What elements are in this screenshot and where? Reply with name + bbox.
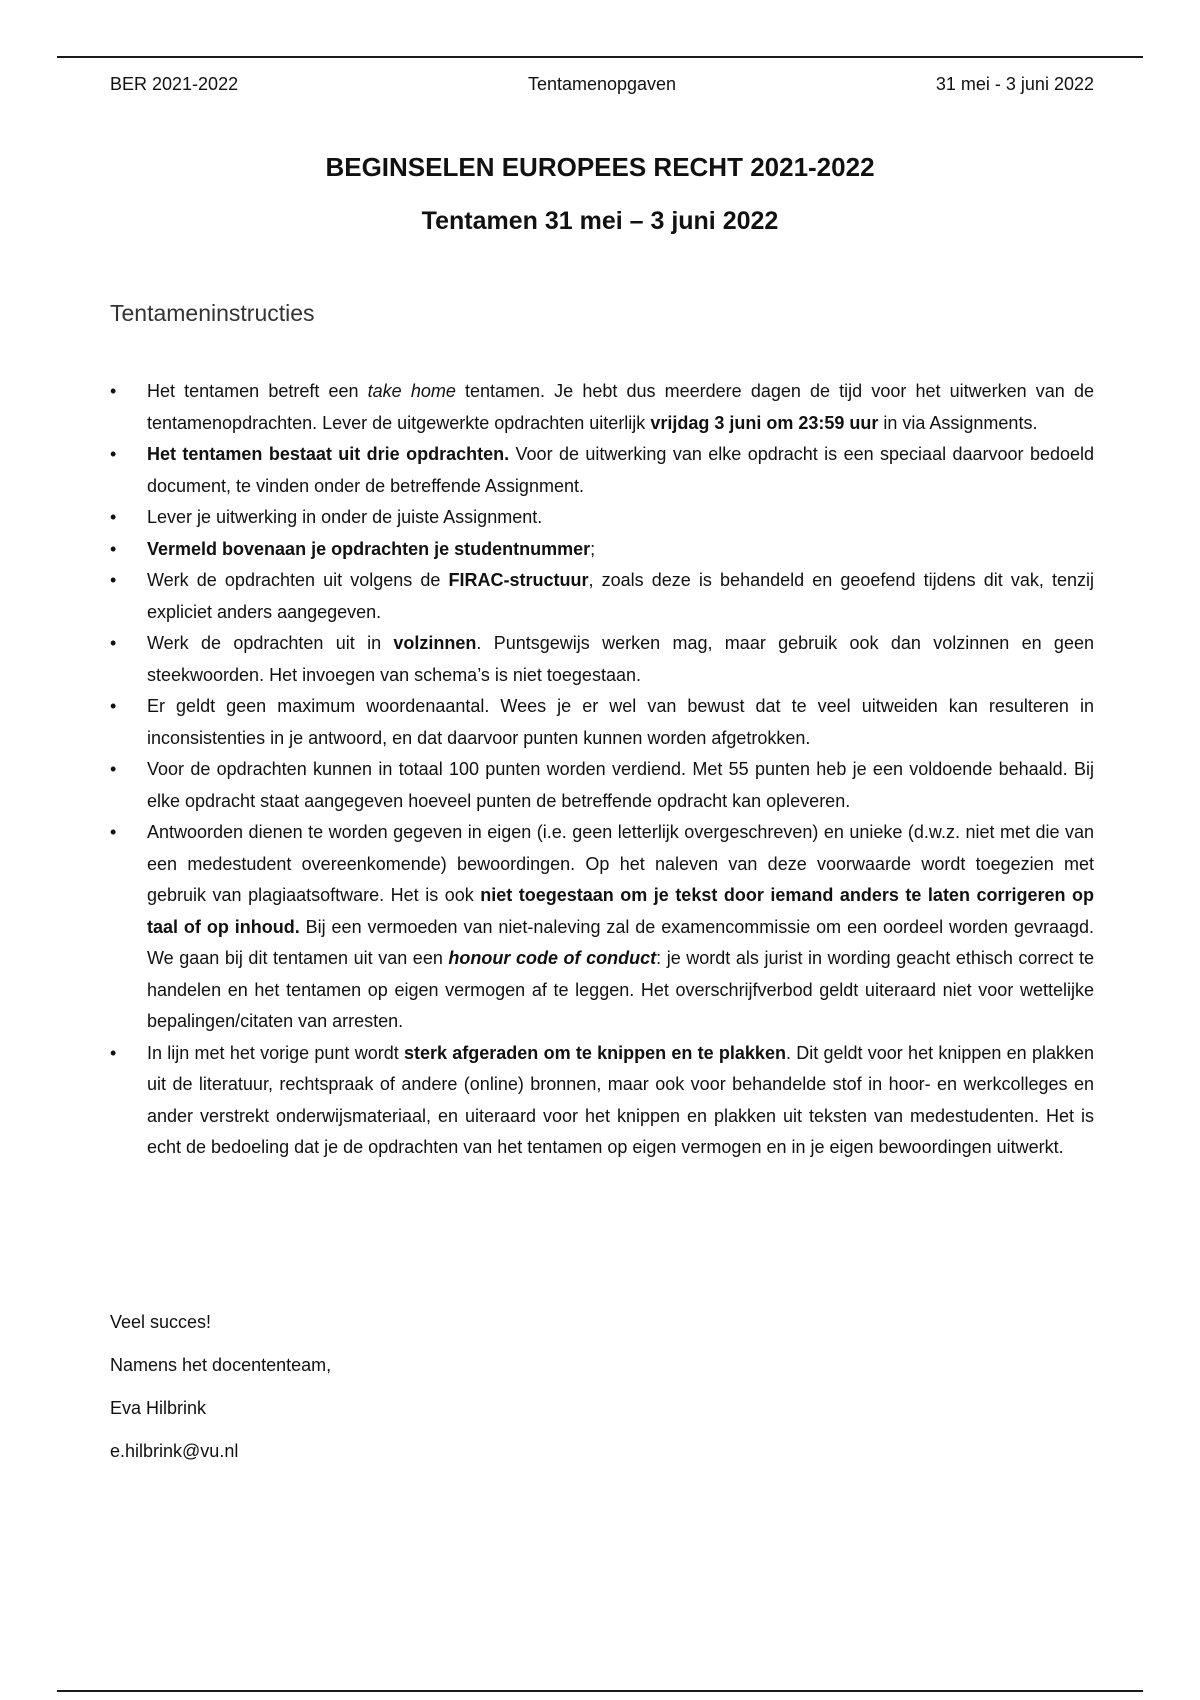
closing-greeting: Veel succes! [110, 1312, 212, 1332]
closing-sign-off: Namens het docententeam, [110, 1355, 332, 1375]
closing-email: e.hilbrink@vu.nl [110, 1441, 239, 1461]
instruction-item: • Het tentamen betreft een take home tentamen. Je hebt dus meerdere dagen de tijd voor het uitwerken van de tentamenopdrachten. Lever de uitgewerkte opdrachten uiterlijk vrijdag 3 juni om 23:59 uur in via Assignments. [110, 376, 1094, 439]
document-title: BEGINSELEN EUROPEES RECHT 2021-2022 [325, 152, 875, 182]
instruction-item: • Er geldt geen maximum woordenaantal. Wees je er wel van bewust dat te veel uitweiden kan resulteren in inconsistenties in je antwoord, en dat daarvoor punten kunnen worden afgetrokken. [110, 691, 1094, 754]
header-right: 31 mei - 3 juni 2022 [935, 74, 1094, 94]
bottom-rule [57, 1690, 1143, 1692]
instruction-list [110, 376, 1094, 1164]
instruction-item: • Lever je uitwerking in onder de juiste Assignment. [110, 502, 1094, 534]
instruction-item: • Antwoorden dienen te worden gegeven in eigen (i.e. geen letterlijk overgeschreven) en unieke (d.w.z. niet met die van een medestudent overeenkomende) bewoordingen. Op het naleven van deze voorwaarde wordt toegezien met gebruik van plagiaatsoftware. Het is ook niet toegestaan om je tekst door iemand anders te laten corrigeren op taal of op inhoud. Bij een vermoeden van niet-naleving zal de examencommissie om een oordeel worden gevraagd. We gaan bij dit tentamen uit van een honour code of conduct: je wordt als jurist in wording geacht ethisch correct te handelen en het tentamen op eigen vermogen af te leggen. Het overschrijfverbod geldt uiteraard niet voor wettelijke bepalingen/citaten van arresten. [110, 817, 1094, 1038]
instruction-item: • Vermeld bovenaan je opdrachten je studentnummer; [110, 534, 1094, 566]
instruction-item: • Het tentamen bestaat uit drie opdrachten. Voor de uitwerking van elke opdracht is een speciaal daarvoor bedoeld document, te vinden onder de betreffende Assignment. [110, 439, 1094, 502]
document-subtitle: Tentamen 31 mei – 3 juni 2022 [421, 207, 779, 235]
page-header [110, 72, 1094, 96]
header-center: Tentamenopgaven [527, 74, 677, 94]
section-heading: Tentameninstructies [110, 300, 315, 326]
header-left: BER 2021-2022 [110, 74, 239, 94]
instruction-item: • In lijn met het vorige punt wordt sterk afgeraden om te knippen en te plakken. Dit geldt voor het knippen en plakken uit de literatuur, rechtspraak of andere (online) bronnen, maar ook voor behandelde stof in hoor- en werkcolleges en ander verstrekt onderwijsmateriaal, en uiteraard voor het knippen en plakken uit teksten van medestudenten. Het is echt de bedoeling dat je de opdrachten van het tentamen op eigen vermogen en in je eigen bewoordingen uitwerkt. [110, 1038, 1094, 1164]
closing-name: Eva Hilbrink [110, 1398, 207, 1418]
instruction-item: • Voor de opdrachten kunnen in totaal 100 punten worden verdiend. Met 55 punten heb je een voldoende behaald. Bij elke opdracht staat aangegeven hoeveel punten de betreffende opdracht kan opleveren. [110, 754, 1094, 817]
top-rule [57, 56, 1143, 58]
instruction-item: • Werk de opdrachten uit in volzinnen. Puntsgewijs werken mag, maar gebruik ook dan volzinnen en geen steekwoorden. Het invoegen van schema’s is niet toegestaan. [110, 628, 1094, 691]
closing-block [110, 1310, 331, 1482]
instruction-item: • Werk de opdrachten uit volgens de FIRAC-structuur, zoals deze is behandeld en geoefend tijdens dit vak, tenzij expliciet anders aangegeven. [110, 565, 1094, 628]
